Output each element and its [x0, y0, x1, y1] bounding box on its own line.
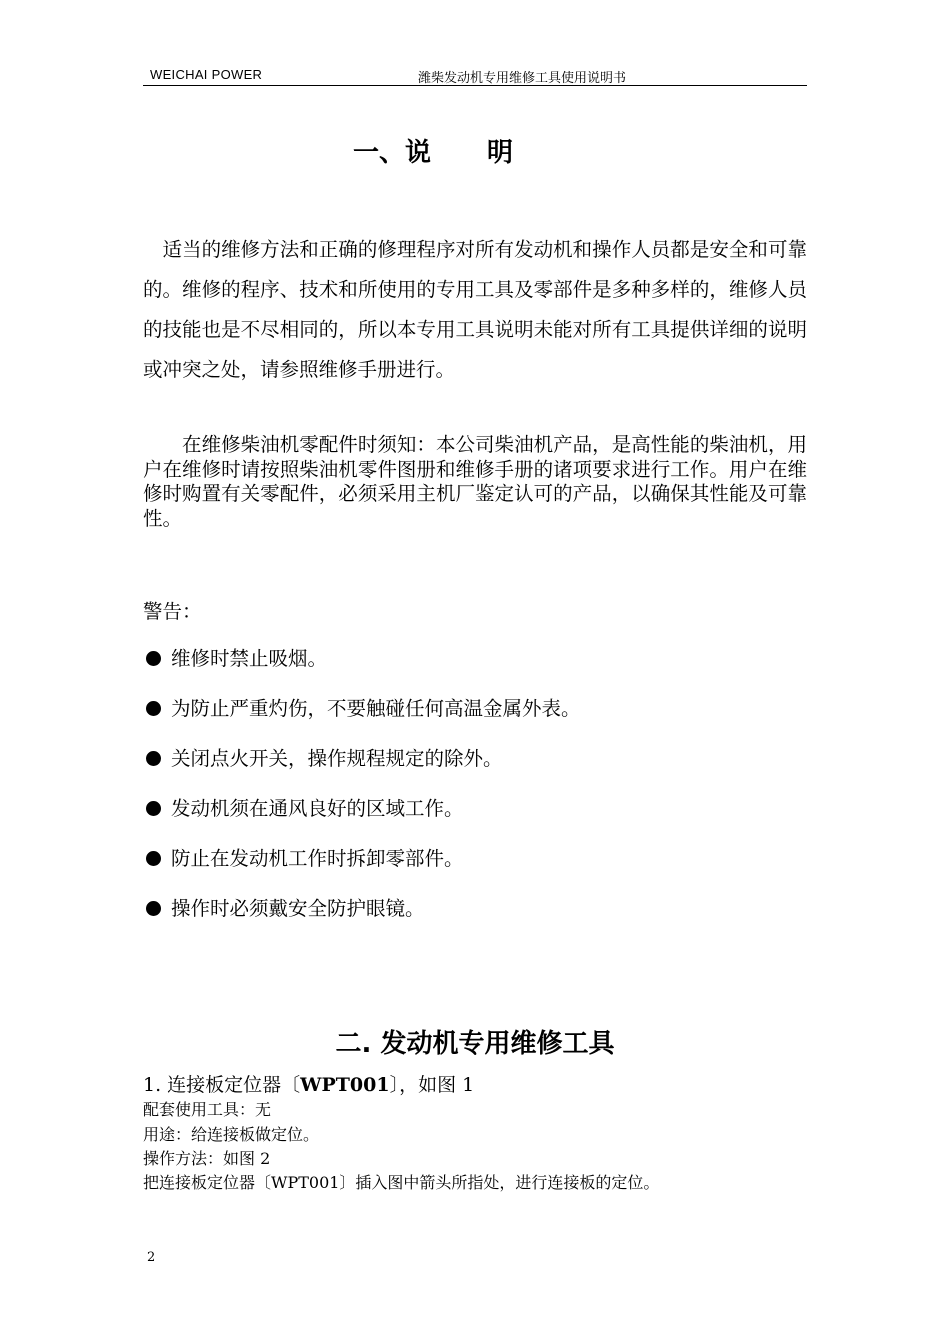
tool-item-suffix: 〕，如图 1 — [389, 1074, 475, 1096]
bullet-icon — [146, 901, 161, 916]
warning-item — [143, 696, 581, 746]
intro-paragraph: 适当的维修方法和正确的修理程序对所有发动机和操作人员都是安全和可靠的。维修的程序、技术和所使用的专用工具及零部件是多种多样的，维修人员的技能也是不尽相同的，所以本专用工具说明未能对所有工具提供详细的说明或冲突之处，请参照维修手册进行。 — [143, 238, 807, 381]
warning-item — [143, 896, 581, 946]
header-document-title: 潍柴发动机专用维修工具使用说明书 — [418, 71, 627, 86]
warning-heading: 警告： — [143, 600, 202, 623]
warning-text: 维修时禁止吸烟。 — [171, 647, 328, 670]
section1-title — [0, 132, 866, 169]
warning-item — [143, 746, 581, 796]
warning-text: 发动机须在通风良好的区域工作。 — [171, 797, 464, 820]
warning-item — [143, 796, 581, 846]
warning-text: 防止在发动机工作时拆卸零部件。 — [171, 847, 464, 870]
warning-text: 为防止严重灼伤，不要触碰任何高温金属外表。 — [171, 697, 581, 720]
header-brand: WEICHAI POWER — [150, 67, 263, 82]
tool-item-code: WPT001 — [300, 1074, 390, 1096]
bullet-icon — [146, 851, 161, 866]
notice-paragraph: 在维修柴油机零配件时须知：本公司柴油机产品，是高性能的柴油机，用户在维修时请按照柴油机零件图册和维修手册的诸项要求进行工作。用户在维修时购置有关零配件，必须采用主机厂鉴定认可的产品，以确保其性能及可靠性。 — [143, 433, 807, 530]
warning-text: 操作时必须戴安全防护眼镜。 — [171, 897, 425, 920]
warning-text: 关闭点火开关，操作规程规定的除外。 — [171, 747, 503, 770]
tool-supporting-tools: 配套使用工具：无 — [143, 1100, 272, 1119]
tool-item-heading — [143, 1070, 474, 1097]
page-number: 2 — [147, 1250, 156, 1265]
warning-item — [143, 646, 581, 696]
tool-item-prefix: 1. 连接板定位器〔 — [143, 1074, 301, 1096]
section1-title-part1: 一、说 — [352, 138, 431, 168]
tool-operation-instruction: 把连接板定位器〔WPT001〕插入图中箭头所指处，进行连接板的定位。 — [143, 1173, 660, 1192]
bullet-icon — [146, 801, 161, 816]
section2-title: 二. 发动机专用维修工具 — [335, 1029, 615, 1059]
bullet-icon — [146, 701, 161, 716]
section1-title-part2: 明 — [487, 138, 514, 168]
bullet-icon — [146, 651, 161, 666]
header-divider — [143, 85, 807, 86]
warning-item — [143, 846, 581, 896]
tool-operation-method: 操作方法：如图 2 — [143, 1149, 271, 1168]
bullet-icon — [146, 751, 161, 766]
tool-purpose: 用途：给连接板做定位。 — [143, 1125, 320, 1144]
warning-list — [143, 646, 581, 946]
